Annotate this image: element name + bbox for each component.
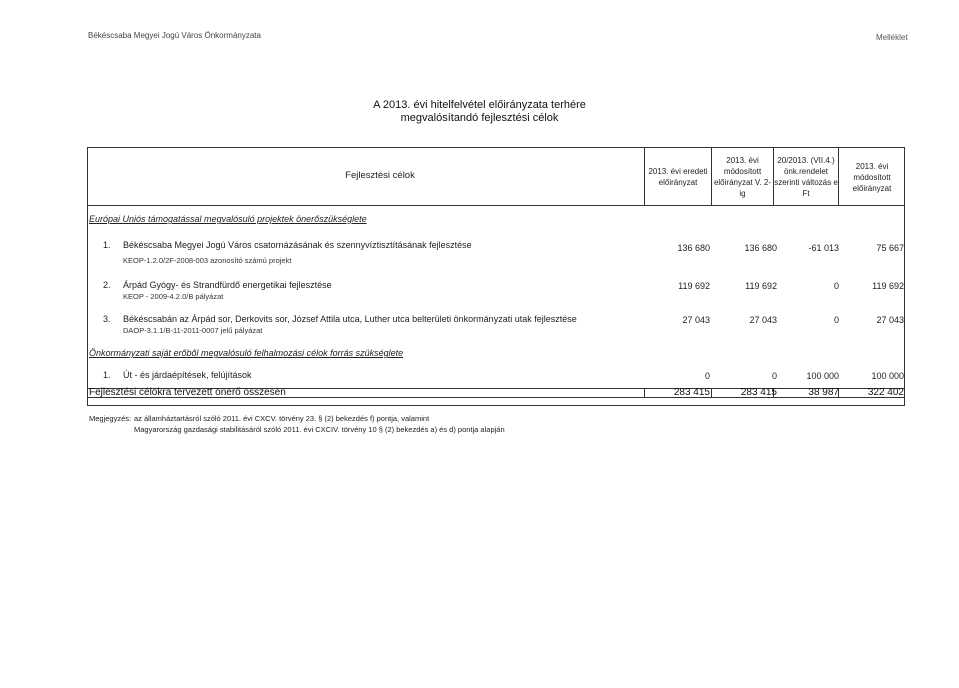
note-label: Megjegyzés: <box>89 414 132 423</box>
col-header-new-modified: 2013. évi módosított előirányzat <box>852 162 892 193</box>
row-name: Békéscsabán az Árpád sor, Derkovits sor, József Attila utca, Luther utca belterületi önkormányzati utak fejlesztése <box>123 314 577 324</box>
cell-new-modified: 75 667 <box>876 243 904 253</box>
cell-original: 119 692 <box>678 281 710 291</box>
header-organization: Békéscsaba Megyei Jogú Város Önkormányzata <box>88 31 261 40</box>
row-sub: KEOP - 2009-4.2.0/B pályázat <box>123 292 224 301</box>
note-line1: az államháztartásról szóló 2011. évi CXCV. törvény 23. § (2) bekezdés f) pontja, valamint <box>134 414 430 423</box>
cell-original: 27 043 <box>682 315 710 325</box>
row-name: Árpád Gyógy- és Strandfürdő energetikai fejlesztése <box>123 280 332 290</box>
total-new-modified: 322 402 <box>867 387 904 398</box>
row-number: 3. <box>103 314 111 324</box>
section-title-eu: Európai Uniós támogatással megvalósuló projektek önerőszükséglete <box>89 214 367 224</box>
cell-change: 0 <box>833 281 839 291</box>
section-title-own-funds: Önkormányzati saját erőből megvalósuló felhalmozási célok forrás szükséglete <box>89 348 404 358</box>
cell-original: 0 <box>704 371 710 381</box>
header-attachment-label: Melléklet <box>876 33 908 42</box>
col-header-goals: Fejlesztési célok <box>345 170 415 181</box>
total-label: Fejlesztési célokra tervezett önerő összesen <box>89 387 286 398</box>
cell-modified: 119 692 <box>745 281 777 291</box>
row-name: Út - és járdaépítések, felújítások <box>123 370 252 380</box>
row-name: Békéscsaba Megyei Jogú Város csatornázásának és szennyvíztisztításának fejlesztése <box>123 240 472 250</box>
total-change: 38 987 <box>808 387 839 398</box>
cell-new-modified: 27 043 <box>876 315 904 325</box>
page-title-line1: A 2013. évi hitelfelvétel előirányzata terhére <box>373 99 586 111</box>
cell-modified: 136 680 <box>744 243 777 253</box>
total-modified: 283 415 <box>740 387 777 398</box>
cell-modified: 27 043 <box>749 315 777 325</box>
header-divider <box>87 205 905 206</box>
col-header-modified: 2013. évi módosított előirányzat V. 2-ig <box>713 156 772 198</box>
note-line2: Magyarország gazdasági stabilitásáról szóló 2011. évi CXCIV. törvény 10 § (2) bekezdés a) és d) pontja alapján <box>134 425 505 434</box>
row-number: 1. <box>103 240 111 250</box>
cell-change: -61 013 <box>808 243 839 253</box>
table-bottom-border <box>87 405 905 406</box>
total-original: 283 415 <box>673 387 710 398</box>
col-header-change: 20/2013. (VII.4.) önk.rendelet szerinti változás e Ft <box>774 156 838 198</box>
cell-change: 0 <box>833 315 839 325</box>
page-title-line2: megvalósítandó fejlesztési célok <box>400 112 559 124</box>
row-sub: KEOP-1.2.0/2F-2008-003 azonosító számú projekt <box>123 256 292 265</box>
row-number: 1. <box>103 370 111 380</box>
cell-new-modified: 100 000 <box>871 371 904 381</box>
cell-original: 136 680 <box>677 243 710 253</box>
cell-modified: 0 <box>771 371 777 381</box>
cell-change: 100 000 <box>806 371 839 381</box>
row-sub: DAOP-3.1.1/B-11-2011-0007 jelű pályázat <box>123 326 263 335</box>
cell-new-modified: 119 692 <box>872 281 904 291</box>
col-header-original: 2013. évi eredeti előirányzat <box>648 167 708 187</box>
row-number: 2. <box>103 280 111 290</box>
